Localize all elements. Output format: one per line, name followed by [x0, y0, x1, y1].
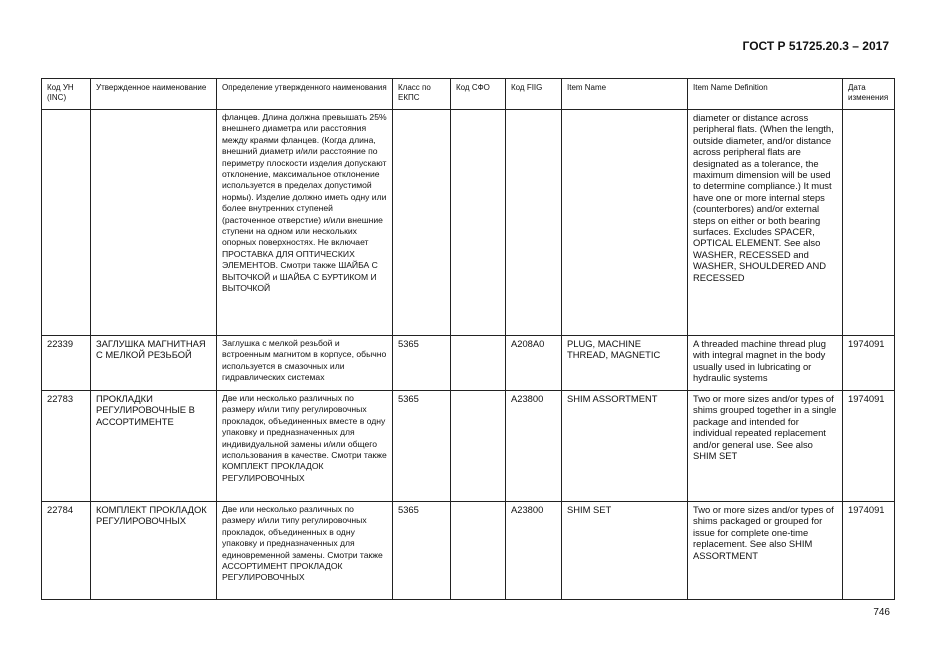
header-fiig: Код FIIG: [506, 79, 562, 110]
header-definition: Определение утвержденного наименования: [217, 79, 393, 110]
cell-class: [393, 110, 451, 336]
cell-item-name: [562, 110, 688, 336]
header-item-name: Item Name: [562, 79, 688, 110]
cell-sfo: [451, 502, 506, 600]
header-date: Дата изменения: [843, 79, 895, 110]
cell-item-name: PLUG, MACHINE THREAD, MAGNETIC: [562, 336, 688, 391]
cell-item-definition: diameter or distance across peripheral flats. (When the length, outside diameter, and/or distance across peripheral flats are designated as a tolerance, the maximum dimension will be used to determine compliance.) It must have one or more internal steps (counterbores) and/or external steps on either or both bearing surfaces. Excludes SPACER, OPTICAL ELEMENT. See also WASHER, RECESSED and WASHER, SHOULDERED AND RECESSED: [688, 110, 843, 336]
cell-class: 5365: [393, 502, 451, 600]
cell-item-name: SHIM SET: [562, 502, 688, 600]
cell-code: 22783: [42, 391, 91, 502]
cell-code: 22339: [42, 336, 91, 391]
cell-class: 5365: [393, 336, 451, 391]
cell-item-name: SHIM ASSORTMENT: [562, 391, 688, 502]
cell-code: 22784: [42, 502, 91, 600]
cell-date: 1974091: [843, 336, 895, 391]
header-sfo: Код СФО: [451, 79, 506, 110]
cell-fiig: A23800: [506, 502, 562, 600]
header-class: Класс по ЕКПС: [393, 79, 451, 110]
table-header-row: [42, 79, 895, 110]
catalog-table: [41, 78, 895, 600]
page-number: 746: [873, 607, 890, 618]
cell-fiig: A23800: [506, 391, 562, 502]
cell-name: ПРОКЛАДКИ РЕГУЛИРОВОЧНЫЕ В АССОРТИМЕНТЕ: [91, 391, 217, 502]
cell-item-definition: Two or more sizes and/or types of shims grouped together in a single package and intended for individual repeated replacement and/or general use. See also SHIM SET: [688, 391, 843, 502]
cell-sfo: [451, 110, 506, 336]
cell-item-definition: A threaded machine thread plug with integral magnet in the body usually used in lubricating or hydraulic systems: [688, 336, 843, 391]
table-row: [42, 391, 895, 502]
cell-sfo: [451, 391, 506, 502]
standard-designation: ГОСТ Р 51725.20.3 – 2017: [742, 39, 889, 53]
cell-date: 1974091: [843, 391, 895, 502]
header-code: Код УН (INC): [42, 79, 91, 110]
cell-definition: Заглушка с мелкой резьбой и встроенным магнитом в корпусе, обычно используется в смазочных или гидравлических системах: [217, 336, 393, 391]
cell-code: [42, 110, 91, 336]
cell-name: [91, 110, 217, 336]
cell-date: 1974091: [843, 502, 895, 600]
cell-sfo: [451, 336, 506, 391]
header-name: Утвержденное наименование: [91, 79, 217, 110]
cell-definition: фланцев. Длина должна превышать 25% внешнего диаметра или расстояния между краями фланцев. (Когда длина, внешний диаметр и/или расстояние по периметру плоскости изделия допускают отклонение, максимальное отклонение используется в пределах допустимой нормы). Изделие должно иметь одну или более внутренних ступеней (расточенное отверстие) и/или внешние ступени на одном или нескольких опорных поверхностях. Не включает ПРОСТАВКА ДЛЯ ОПТИЧЕСКИХ ЭЛЕМЕНТОВ. Смотри также ШАЙБА С ВЫТОЧКОЙ и ШАЙБА С БУРТИКОМ И ВЫТОЧКОЙ: [217, 110, 393, 336]
table-row: [42, 502, 895, 600]
cell-fiig: A208A0: [506, 336, 562, 391]
header-item-definition: Item Name Definition: [688, 79, 843, 110]
table-row: [42, 336, 895, 391]
cell-date: [843, 110, 895, 336]
table-row: [42, 110, 895, 336]
cell-name: КОМПЛЕКТ ПРОКЛАДОК РЕГУЛИРОВОЧНЫХ: [91, 502, 217, 600]
cell-name: ЗАГЛУШКА МАГНИТНАЯ С МЕЛКОЙ РЕЗЬБОЙ: [91, 336, 217, 391]
cell-class: 5365: [393, 391, 451, 502]
cell-fiig: [506, 110, 562, 336]
cell-item-definition: Two or more sizes and/or types of shims packaged or grouped for issue for complete one-time replacement. See also SHIM ASSORTMENT: [688, 502, 843, 600]
cell-definition: Две или несколько различных по размеру и/или типу регулировочных прокладок, объединенных в одну упаковку и предназначенных для единовременной замены. Смотри также АССОРТИМЕНТ ПРОКЛАДОК РЕГУЛИРОВОЧНЫХ: [217, 502, 393, 600]
cell-definition: Две или несколько различных по размеру и/или типу регулировочных прокладок, объединенных вместе в одну упаковку и предназначенных для индивидуальной замены и/или общего использования в качестве. Смотри также КОМПЛЕКТ ПРОКЛАДОК РЕГУЛИРОВОЧНЫХ: [217, 391, 393, 502]
